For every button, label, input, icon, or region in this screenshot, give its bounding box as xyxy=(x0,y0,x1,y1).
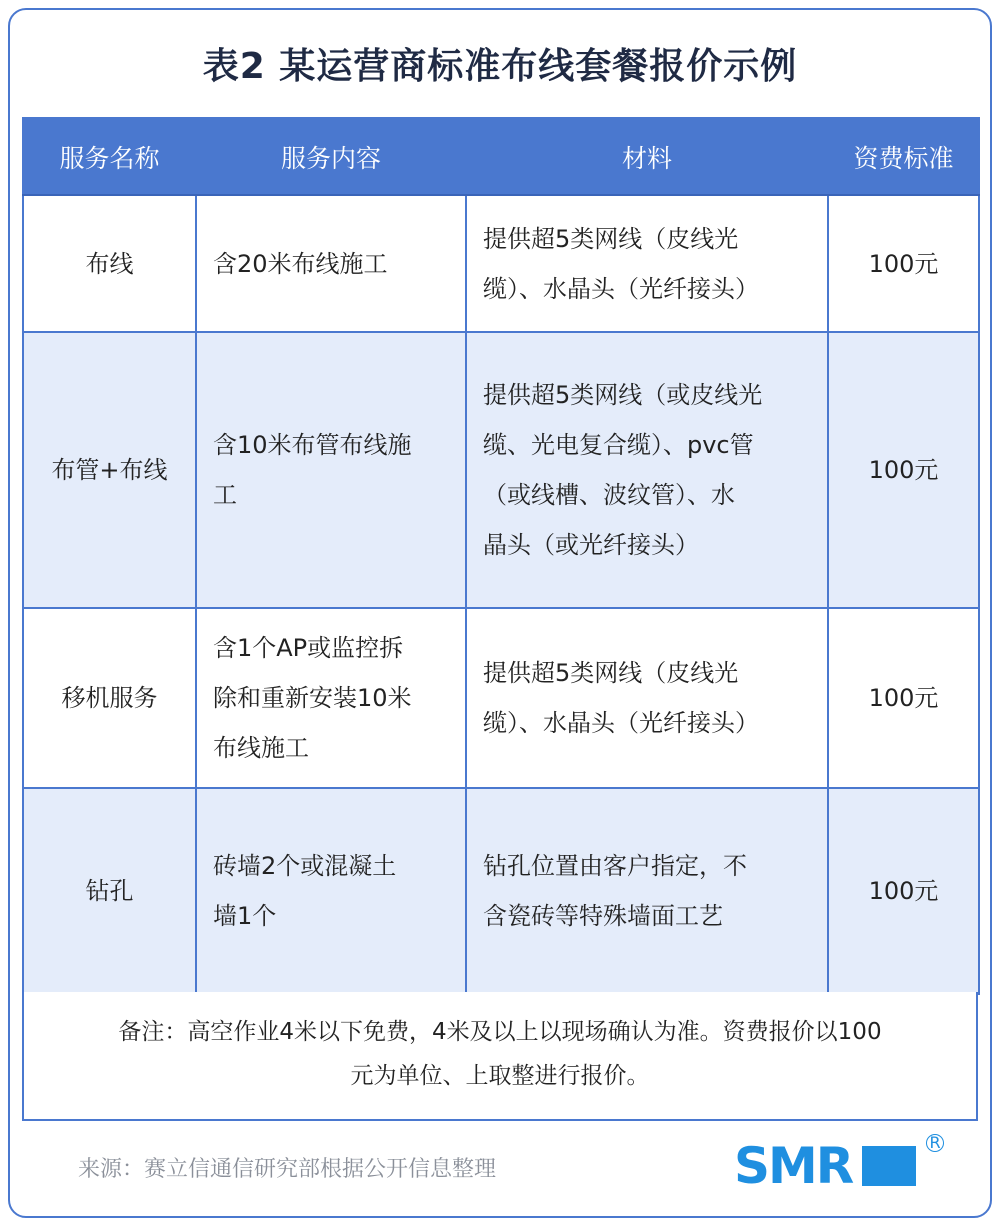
table-header-row xyxy=(23,118,979,195)
material-line: 含瓷砖等特殊墙面工艺 xyxy=(483,902,723,930)
material-line: 提供超5类网线（皮线光 xyxy=(483,659,739,687)
service-content-cell xyxy=(196,608,466,788)
service-content-cell xyxy=(196,195,466,332)
material-line: 晶头（或光纤接头） xyxy=(483,531,699,559)
material-line: （或线槽、波纹管）、水 xyxy=(483,481,735,509)
service-name-cell: 布线 xyxy=(23,195,196,332)
table-row xyxy=(23,195,979,332)
content-line: 墙1个 xyxy=(213,902,277,930)
logo-bar-shape xyxy=(862,1146,916,1186)
material-line: 提供超5类网线（或皮线光 xyxy=(483,381,763,409)
material-line: 缆）、水晶头（光纤接头） xyxy=(483,709,759,737)
fee-cell: 100元 xyxy=(828,195,979,332)
content-line: 除和重新安装10米 xyxy=(213,684,412,712)
service-name-cell: 钻孔 xyxy=(23,788,196,994)
fee-cell: 100元 xyxy=(828,788,979,994)
material-cell xyxy=(466,788,828,994)
service-content-cell xyxy=(196,332,466,608)
fee-cell: 100元 xyxy=(828,608,979,788)
material-line: 提供超5类网线（皮线光 xyxy=(483,224,739,253)
table-row xyxy=(23,332,979,608)
content-line: 工 xyxy=(213,481,237,509)
header-service-name: 服务名称 xyxy=(23,118,196,195)
content-line: 布线施工 xyxy=(213,734,309,762)
service-content-cell xyxy=(196,788,466,994)
remark-line: 备注：高空作业4米以下免费，4米及以上以现场确认为准。资费报价以100 xyxy=(118,1019,882,1045)
pricing-table xyxy=(22,117,980,995)
content-line: 含1个AP或监控拆 xyxy=(213,634,404,662)
content-line: 含10米布管布线施 xyxy=(213,431,412,459)
material-cell xyxy=(466,195,828,332)
remark-note xyxy=(22,992,978,1121)
material-line: 缆、光电复合缆）、pvc管 xyxy=(483,431,754,459)
material-cell xyxy=(466,332,828,608)
source-note: 来源：赛立信通信研究部根据公开信息整理 xyxy=(78,1157,497,1182)
content-line: 含20米布线施工 xyxy=(213,249,388,278)
page-title: 表2 某运营商标准布线套餐报价示例 xyxy=(202,46,798,87)
header-fee: 资费标准 xyxy=(828,118,979,195)
table-row xyxy=(23,788,979,994)
registered-icon: R xyxy=(926,1134,944,1152)
service-name-cell: 移机服务 xyxy=(23,608,196,788)
smr-logo xyxy=(734,1133,954,1195)
material-cell xyxy=(466,608,828,788)
logo-text: SMR xyxy=(734,1137,853,1195)
header-material: 材料 xyxy=(466,118,828,195)
content-line: 砖墙2个或混凝土 xyxy=(213,852,397,880)
table-row xyxy=(23,608,979,788)
material-line: 缆）、水晶头（光纤接头） xyxy=(483,274,759,303)
header-service-content: 服务内容 xyxy=(196,118,466,195)
material-line: 钻孔位置由客户指定，不 xyxy=(483,852,747,880)
remark-line: 元为单位、上取整进行报价。 xyxy=(350,1063,650,1089)
service-name-cell: 布管+布线 xyxy=(23,332,196,608)
fee-cell: 100元 xyxy=(828,332,979,608)
